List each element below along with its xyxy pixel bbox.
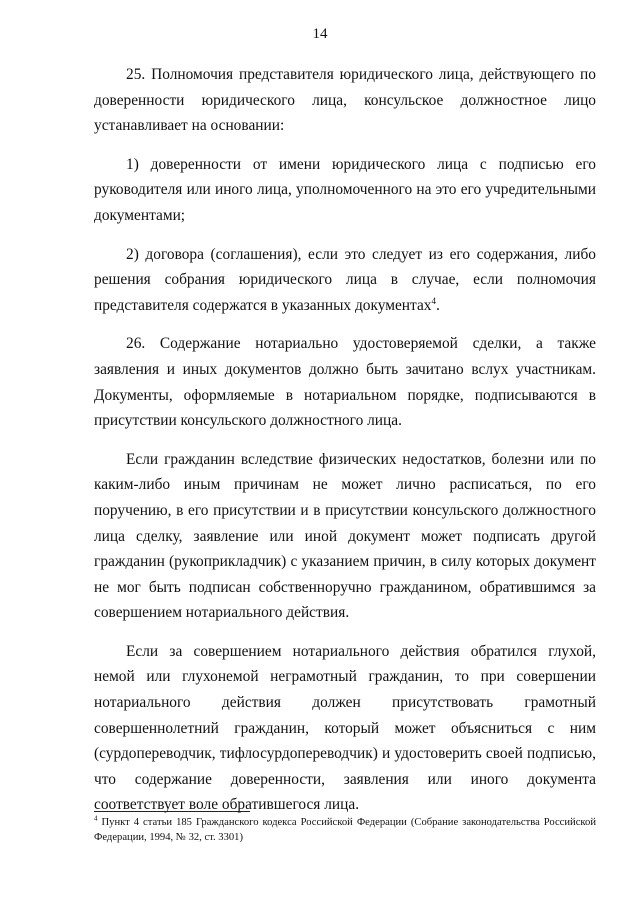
paragraph-25: 25. Полномочия представителя юридического лица, действующего по доверенности юридического лица, консульское должностное лицо устанавливает на основании: (94, 66, 596, 135)
footnote-marker: 4 (94, 814, 98, 823)
page-number: 14 (312, 26, 328, 42)
paragraph-signature-proxy: Если гражданин вследствие физических недостатков, болезни или по каким-либо иным причинам не может лично расписаться, по его поручению, в его присутствии и в присутствии консульского должностного лица сделку, заявление или иной документ может подписать другой гражданин (рукоприкладчик) с указанием причин, в силу которых документ не мог быть подписан собственноручно гражданином, обратившимся за совершением нотариального действия. (94, 450, 596, 622)
paragraph-deaf-citizen: Если за совершением нотариального действия обратился глухой, немой или глухонемой неграмотный гражданин, то при совершении нотариального действия должен присутствовать грамотный совершеннолетний гражданин, который может объясниться с ним (сурдопереводчик, тифлосурдопереводчик) и удостоверить своей подписью, что содержание доверенности, заявления или иного документа соответствует воле обратившегося лица. (94, 642, 596, 814)
paragraph-item-2 (94, 242, 596, 319)
footnote-text: Пункт 4 статьи 185 Гражданского кодекса Российской Федерации (Собрание законодательства Российской Федерации, 1994, № 32, ст. 3301) (94, 817, 596, 843)
paragraph-item-2-end: . (436, 296, 440, 314)
paragraph-item-2-text: 2) договора (соглашения), если это следует из его содержания, либо решения собрания юридического лица в случае, если полномочия представителя содержатся в указанных документах (94, 245, 596, 314)
body-text (94, 62, 596, 818)
footnote (94, 815, 596, 845)
paragraph-26: 26. Содержание нотариально удостоверяемой сделки, а также заявления и иных документов должно быть зачитано вслух участникам. Документы, оформляемые в нотариальном порядке, подписываются в присутствии консульского должностного лица. (94, 335, 596, 430)
footnote-reference: 4 (431, 295, 436, 306)
footnote-separator (94, 811, 250, 812)
paragraph-item-1: 1) доверенности от имени юридического лица с подписью его руководителя или иного лица, уполномоченного на это его учредительными документами; (94, 155, 596, 224)
